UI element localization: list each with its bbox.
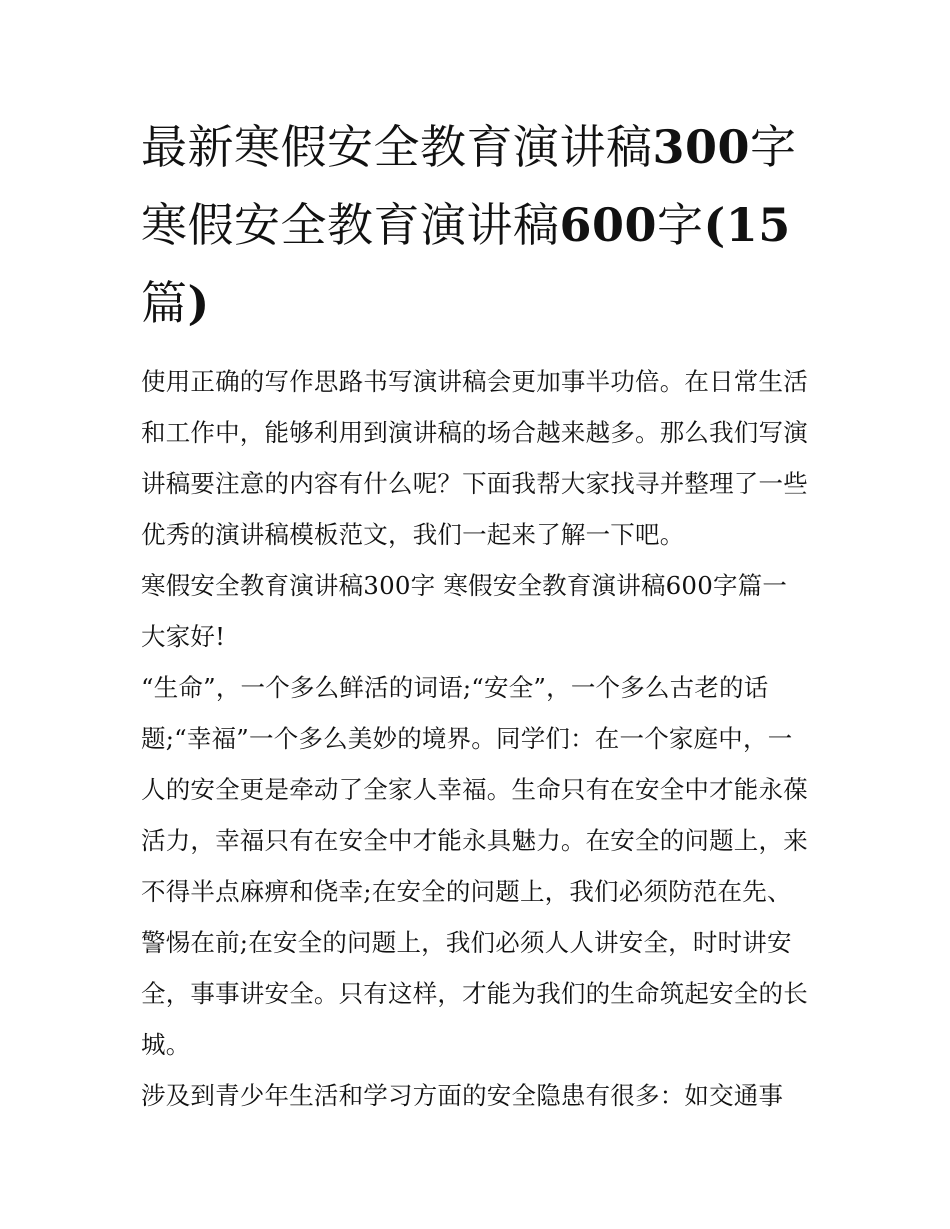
intro-paragraph: 使用正确的写作思路书写演讲稿会更加事半功倍。在日常生活和工作中，能够利用到演讲稿的场合越来越多。那么我们写演讲稿要注意的内容有什么呢？下面我帮大家找寻并整理了一些优秀的演讲稿模板范文，我们一起来了解一下吧。 bbox=[141, 367, 808, 549]
section-heading: 寒假安全教育演讲稿300字 寒假安全教育演讲稿600字篇一 bbox=[141, 571, 788, 600]
body-paragraph: “生命”，一个多么鲜活的词语;“安全”，一个多么古老的话题;“幸福”一个多么美妙的境界。同学们：在一个家庭中，一人的安全更是牵动了全家人幸福。生命只有在安全中才能永葆活力，幸福只有在安全中才能永具魅力。在安全的问题上，来不得半点麻痹和侥幸;在安全的问题上，我们必须防范在先、警惕在前;在安全的问题上，我们必须人人讲安全，时时讲安全，事事讲安全。只有这样，才能为我们的生命筑起安全的长城。 bbox=[141, 673, 808, 1059]
document-title: 最新寒假安全教育演讲稿300字 寒假安全教育演讲稿600字(15篇) bbox=[141, 120, 797, 330]
greeting-paragraph: 大家好! bbox=[141, 622, 226, 651]
document-body bbox=[141, 108, 813, 1121]
body-paragraph-continued: 涉及到青少年生活和学习方面的安全隐患有很多：如交通事 bbox=[141, 1081, 784, 1110]
